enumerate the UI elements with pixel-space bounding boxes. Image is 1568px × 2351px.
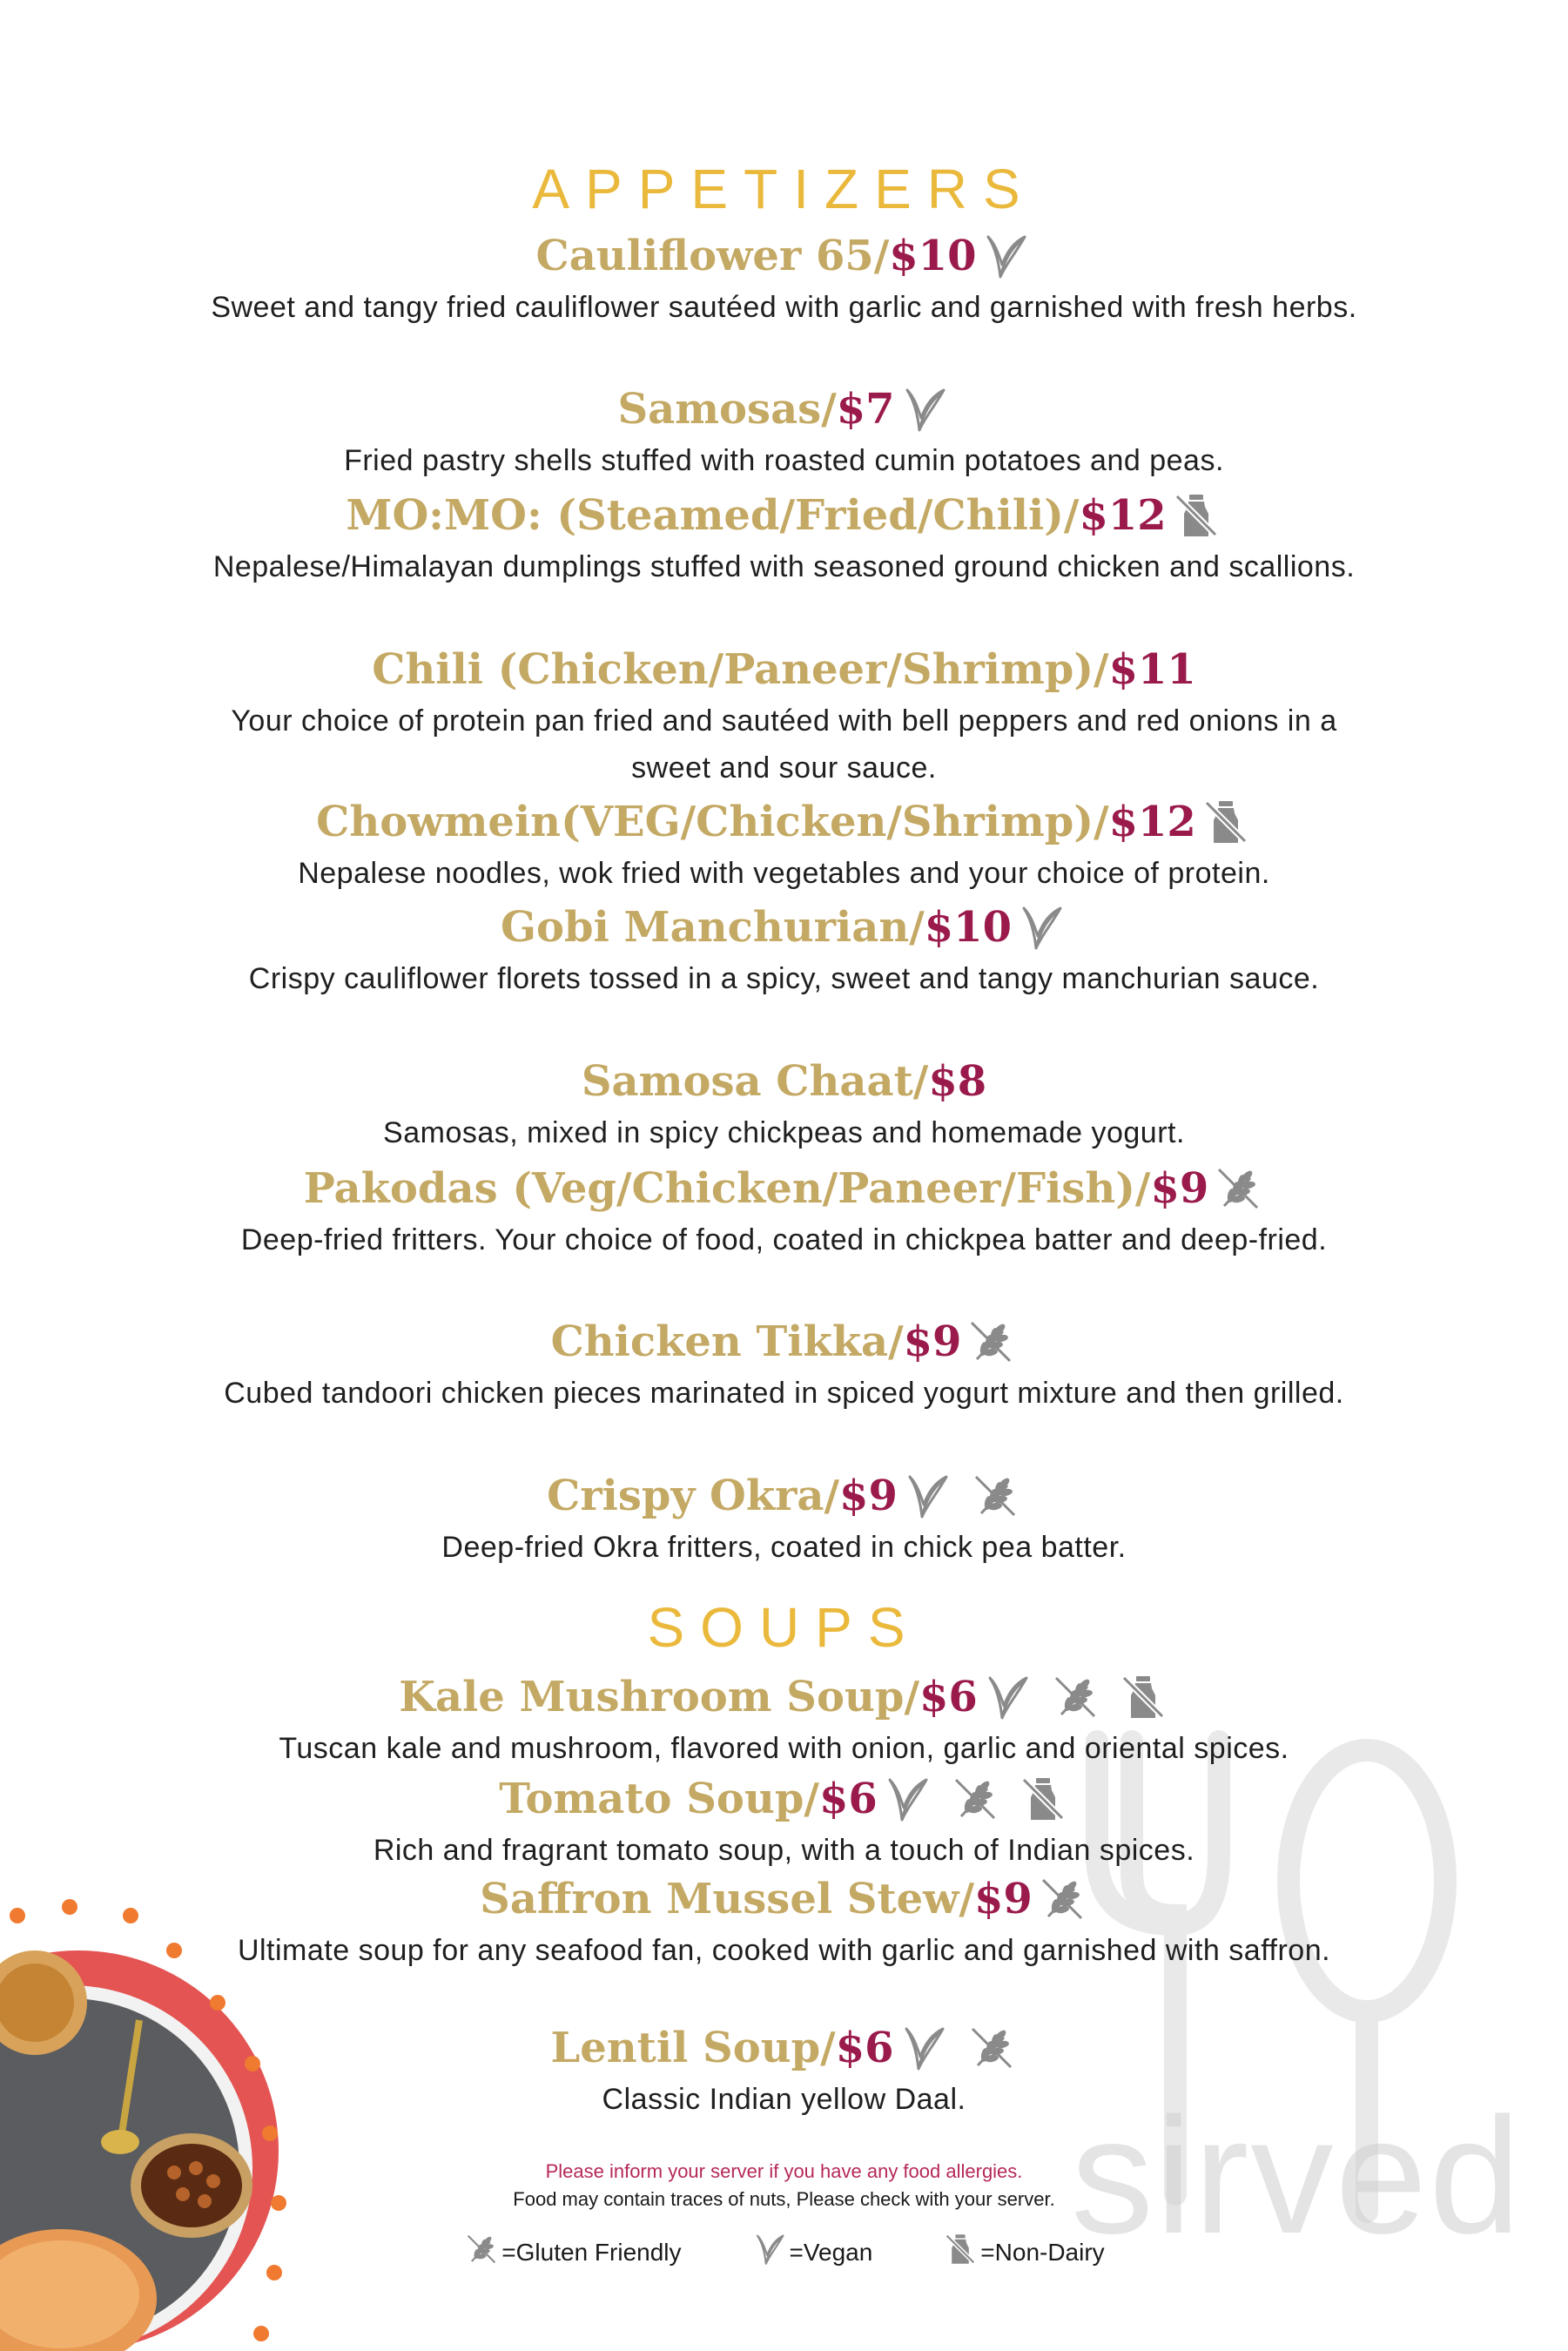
- dietary-icons: [965, 1316, 1017, 1368]
- dish-description: Ultimate soup for any seafood fan, cooked with garlic and garnished with saffron.: [237, 1934, 1331, 1967]
- dish-name: Gobi Manchurian/: [501, 903, 925, 952]
- dish-name: Saffron Mussel Stew/: [480, 1875, 975, 1923]
- menu-item-title: [174, 228, 1394, 284]
- menu-item-title: [174, 488, 1394, 543]
- menu-item-title: [174, 381, 1394, 437]
- dish-description: Crispy cauliflower florets tossed in a spicy, sweet and tangy manchurian sauce.: [248, 962, 1320, 995]
- menu-item: [174, 1468, 1394, 1571]
- gluten-friendly-icon: [966, 2022, 1018, 2074]
- dietary-icons: [898, 383, 951, 435]
- dish-name: Pakodas (Veg/Chicken/Paneer/Fish)/: [303, 1164, 1151, 1213]
- dietary-icons: [898, 2022, 1018, 2074]
- dish-price: $10: [924, 903, 1012, 952]
- dietary-icons: [901, 1470, 1021, 1522]
- menu-item: [174, 1871, 1394, 1974]
- dish-name: Cauliflower 65/: [535, 232, 890, 280]
- gluten-friendly-icon: [1049, 1671, 1101, 1723]
- non-dairy-icon: [1017, 1773, 1069, 1825]
- dietary-icons: [1212, 1162, 1264, 1215]
- dish-description: Sweet and tangy fried cauliflower sautéed with garlic and garnished with fresh herbs.: [211, 291, 1357, 324]
- dietary-icons: [1036, 1873, 1088, 1925]
- dish-price: $9: [1150, 1164, 1209, 1213]
- menu-item: [174, 899, 1394, 1002]
- dish-name: Lentil Soup/: [550, 2024, 836, 2072]
- legend-vegan: [751, 2231, 873, 2274]
- dish-name: Samosa Chaat/: [581, 1057, 929, 1106]
- legend-non-dairy-label: =Non-Dairy: [980, 2238, 1105, 2266]
- gluten-friendly-icon: [1036, 1873, 1088, 1925]
- dietary-icons: [1015, 901, 1067, 953]
- menu-item-title: [174, 1161, 1394, 1216]
- dish-description: Cubed tandoori chicken pieces marinated in spiced yogurt mixture and then grilled.: [224, 1377, 1344, 1410]
- dish-name: Chowmein(VEG/Chicken/Shrimp)/: [316, 798, 1109, 846]
- menu-item-title: [174, 1771, 1394, 1827]
- menu-item: [174, 228, 1394, 331]
- gluten-friendly-icon: [463, 2231, 501, 2274]
- dish-price: $7: [836, 385, 895, 434]
- menu-item-title: [174, 1871, 1394, 1927]
- vegan-icon: [898, 383, 951, 435]
- dish-name: Kale Mushroom Soup/: [399, 1673, 919, 1721]
- traces-note: Food may contain traces of nuts, Please check with your server.: [513, 2188, 1055, 2210]
- vegan-icon: [751, 2231, 790, 2274]
- dish-description: Your choice of protein pan fried and sautéed with bell peppers and red onions in a sweet and sour sauce.: [231, 704, 1337, 785]
- dish-price: $6: [919, 1673, 978, 1721]
- menu-item: [174, 1161, 1394, 1263]
- non-dairy-icon: [1200, 796, 1252, 848]
- menu-item: [174, 2020, 1394, 2123]
- dietary-icons: [981, 1671, 1169, 1723]
- dish-name: Crispy Okra/: [547, 1472, 840, 1520]
- menu-item: [174, 794, 1394, 897]
- gluten-friendly-icon: [965, 1316, 1017, 1368]
- menu-item-title: [174, 794, 1394, 850]
- dish-price: $9: [903, 1317, 962, 1366]
- dish-description: Nepalese/Himalayan dumplings stuffed with seasoned ground chicken and scallions.: [212, 550, 1356, 583]
- menu-item: [174, 488, 1394, 590]
- dish-name: MO:MO: (Steamed/Fried/Chili)/: [346, 491, 1080, 540]
- vegan-icon: [898, 2022, 950, 2074]
- menu-item: [174, 381, 1394, 484]
- soups-heading: SOUPS: [647, 1596, 921, 1659]
- dietary-icons: [1170, 489, 1222, 542]
- menu-item: [174, 1054, 1394, 1156]
- dish-name: Chili (Chicken/Paneer/Shrimp)/: [372, 645, 1109, 694]
- menu-item: [174, 1669, 1394, 1772]
- dish-description: Fried pastry shells stuffed with roasted cumin potatoes and peas.: [344, 444, 1224, 477]
- menu-item-title: [174, 2020, 1394, 2076]
- dish-description: Nepalese noodles, wok fried with vegetables and your choice of protein.: [298, 857, 1270, 890]
- dietary-icons: [1200, 796, 1252, 848]
- dish-description: Rich and fragrant tomato soup, with a touch of Indian spices.: [373, 1834, 1195, 1867]
- dish-description: Deep-fried fritters. Your choice of food, coated in chickpea batter and deep-fried.: [240, 1223, 1328, 1256]
- dish-name: Chicken Tikka/: [550, 1317, 904, 1366]
- legend-gluten-friendly: [463, 2231, 681, 2274]
- vegan-icon: [1015, 901, 1067, 953]
- vegan-icon: [901, 1470, 953, 1522]
- menu-item-title: [174, 1054, 1394, 1109]
- allergy-note: Please inform your server if you have any food allergies.: [545, 2160, 1023, 2182]
- dietary-icons: [881, 1773, 1069, 1825]
- legend-non-dairy: [942, 2231, 1104, 2274]
- gluten-friendly-icon: [969, 1470, 1021, 1522]
- watermark-text: sirved: [1071, 2084, 1523, 2268]
- dish-description: Tuscan kale and mushroom, flavored with onion, garlic and oriental spices.: [279, 1732, 1289, 1765]
- legend-vegan-label: =Vegan: [789, 2238, 873, 2266]
- dish-price: $8: [928, 1057, 987, 1106]
- non-dairy-icon: [942, 2231, 980, 2274]
- dish-price: $10: [889, 232, 977, 280]
- menu-item-title: [174, 1669, 1394, 1725]
- dish-description: Samosas, mixed in spicy chickpeas and homemade yogurt.: [383, 1116, 1185, 1149]
- gluten-friendly-icon: [949, 1773, 1001, 1825]
- vegan-icon: [981, 1671, 1033, 1723]
- menu-item: [174, 1314, 1394, 1417]
- dish-price: $11: [1108, 645, 1196, 694]
- menu-item-title: [174, 1468, 1394, 1524]
- menu-item: [174, 1771, 1394, 1874]
- non-dairy-icon: [1117, 1671, 1169, 1723]
- dish-price: $6: [818, 1775, 878, 1823]
- dietary-legend: [0, 2231, 1568, 2274]
- dish-price: $12: [1079, 491, 1167, 540]
- dish-description: Deep-fried Okra fritters, coated in chick pea batter.: [441, 1531, 1127, 1564]
- menu-item-title: [174, 642, 1394, 697]
- legend-gluten-label: =Gluten Friendly: [501, 2238, 682, 2266]
- dish-price: $12: [1108, 798, 1196, 846]
- dish-name: Tomato Soup/: [499, 1775, 819, 1823]
- dish-description: Classic Indian yellow Daal.: [602, 2083, 966, 2116]
- menu-item-title: [174, 1314, 1394, 1370]
- menu-item-title: [174, 899, 1394, 955]
- dish-name: Samosas/: [617, 385, 837, 434]
- dish-price: $9: [839, 1472, 898, 1520]
- vegan-icon: [979, 230, 1032, 282]
- dietary-icons: [979, 230, 1032, 282]
- appetizers-heading: APPETIZERS: [532, 158, 1036, 220]
- dish-price: $9: [974, 1875, 1033, 1923]
- dish-price: $6: [835, 2024, 894, 2072]
- vegan-icon: [881, 1773, 933, 1825]
- menu-item: [174, 642, 1394, 792]
- non-dairy-icon: [1170, 489, 1222, 542]
- gluten-friendly-icon: [1212, 1162, 1264, 1215]
